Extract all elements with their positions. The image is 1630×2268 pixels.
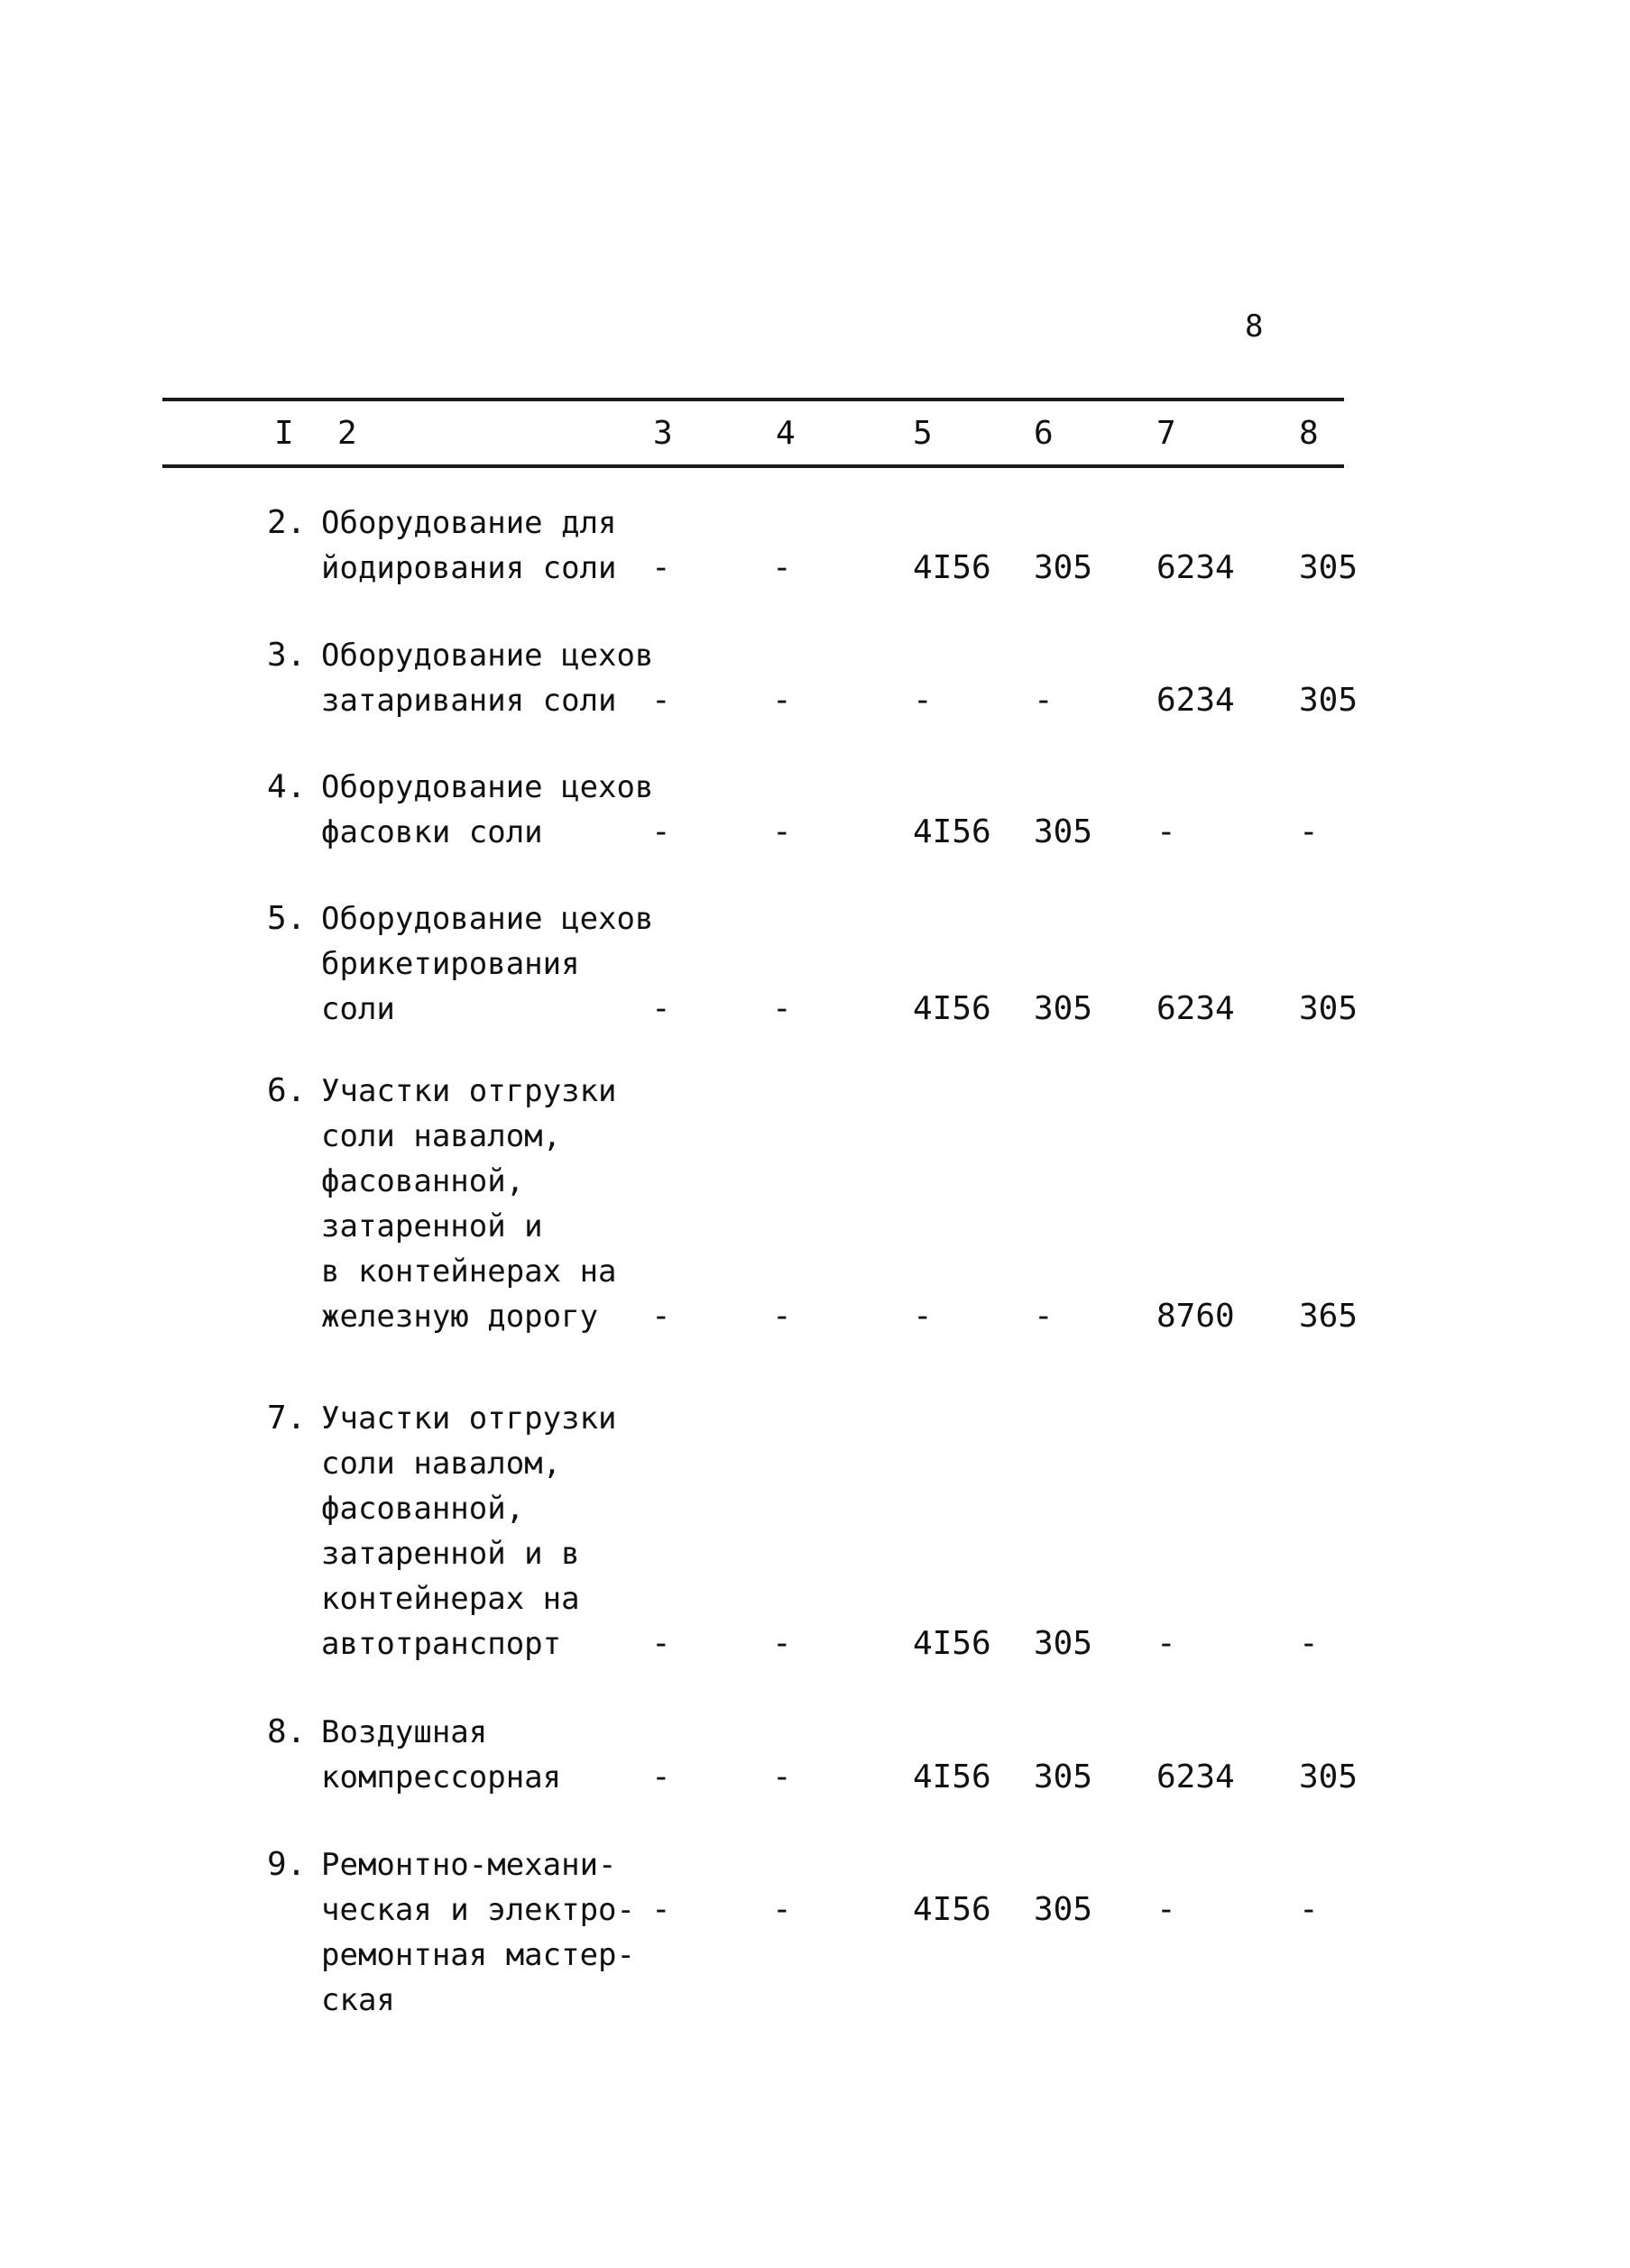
cell-c5: 4I56 bbox=[913, 1625, 991, 1662]
cell-c5: 4I56 bbox=[913, 1891, 991, 1928]
cell-c4: - bbox=[772, 813, 792, 850]
row-name: Участки отгрузки соли навалом, фасованной, затаренной и в контейнерах на автотранспорт bbox=[321, 1400, 617, 1662]
column-header-6: 6 bbox=[1034, 415, 1054, 452]
cell-c3: - bbox=[651, 549, 671, 586]
cell-c4: - bbox=[772, 1625, 792, 1662]
row-number: 3. bbox=[267, 637, 307, 674]
cell-c4: - bbox=[772, 990, 792, 1027]
column-header-8: 8 bbox=[1299, 415, 1319, 452]
cell-c4: - bbox=[772, 682, 792, 719]
row-name: Оборудование цехов фасовки соли bbox=[321, 769, 654, 850]
cell-c8: 365 bbox=[1299, 1298, 1358, 1335]
header-bottom-rule bbox=[162, 464, 1344, 468]
header-top-rule bbox=[162, 398, 1344, 401]
cell-c8: 305 bbox=[1299, 990, 1358, 1027]
cell-c8: - bbox=[1299, 813, 1319, 850]
cell-c3: - bbox=[651, 682, 671, 719]
cell-c5: - bbox=[913, 1298, 933, 1335]
cell-c6: 305 bbox=[1034, 990, 1093, 1027]
row-name: Участки отгрузки соли навалом, фасованной, затаренной и в контейнерах на железную дорогу bbox=[321, 1073, 617, 1335]
cell-c6: 305 bbox=[1034, 813, 1093, 850]
row-name: Ремонтно-механи- ческая и электро- ремонтная мастер- ская bbox=[321, 1847, 635, 2018]
cell-c3: - bbox=[651, 813, 671, 850]
column-header-2: 2 bbox=[337, 415, 357, 452]
row-name: Оборудование для йодирования соли bbox=[321, 505, 617, 586]
cell-c4: - bbox=[772, 1891, 792, 1928]
cell-c3: - bbox=[651, 1625, 671, 1662]
row-number: 8. bbox=[267, 1713, 307, 1750]
column-header-4: 4 bbox=[776, 415, 796, 452]
cell-c8: - bbox=[1299, 1891, 1319, 1928]
cell-c4: - bbox=[772, 1758, 792, 1795]
cell-c8: - bbox=[1299, 1625, 1319, 1662]
cell-c6: 305 bbox=[1034, 1891, 1093, 1928]
row-number: 9. bbox=[267, 1846, 307, 1883]
column-header-1: I bbox=[274, 415, 294, 452]
row-number: 4. bbox=[267, 768, 307, 805]
cell-c7: 6234 bbox=[1156, 549, 1235, 586]
column-header-3: 3 bbox=[653, 415, 673, 452]
cell-c6: 305 bbox=[1034, 549, 1093, 586]
cell-c3: - bbox=[651, 1758, 671, 1795]
row-number: 2. bbox=[267, 504, 307, 541]
cell-c7: - bbox=[1156, 1625, 1176, 1662]
cell-c5: 4I56 bbox=[913, 549, 991, 586]
cell-c6: - bbox=[1034, 1298, 1054, 1335]
cell-c5: 4I56 bbox=[913, 813, 991, 850]
row-number: 5. bbox=[267, 900, 307, 937]
cell-c7: - bbox=[1156, 813, 1176, 850]
cell-c8: 305 bbox=[1299, 1758, 1358, 1795]
cell-c8: 305 bbox=[1299, 682, 1358, 719]
cell-c5: 4I56 bbox=[913, 1758, 991, 1795]
cell-c3: - bbox=[651, 1298, 671, 1335]
cell-c7: 8760 bbox=[1156, 1298, 1235, 1335]
cell-c6: 305 bbox=[1034, 1758, 1093, 1795]
row-name: Оборудование цехов брикетирования соли bbox=[321, 901, 654, 1027]
cell-c6: - bbox=[1034, 682, 1054, 719]
cell-c4: - bbox=[772, 1298, 792, 1335]
cell-c7: 6234 bbox=[1156, 682, 1235, 719]
cell-c7: - bbox=[1156, 1891, 1176, 1928]
cell-c7: 6234 bbox=[1156, 1758, 1235, 1795]
cell-c8: 305 bbox=[1299, 549, 1358, 586]
row-name: Оборудование цехов затаривания соли bbox=[321, 638, 654, 719]
row-number: 6. bbox=[267, 1072, 307, 1109]
cell-c6: 305 bbox=[1034, 1625, 1093, 1662]
cell-c7: 6234 bbox=[1156, 990, 1235, 1027]
page-number: 8 bbox=[1245, 308, 1264, 344]
cell-c5: - bbox=[913, 682, 933, 719]
column-header-5: 5 bbox=[913, 415, 933, 452]
cell-c4: - bbox=[772, 549, 792, 586]
cell-c3: - bbox=[651, 990, 671, 1027]
row-number: 7. bbox=[267, 1400, 307, 1437]
cell-c3: - bbox=[651, 1891, 671, 1928]
cell-c5: 4I56 bbox=[913, 990, 991, 1027]
row-name: Воздушная компрессорная bbox=[321, 1714, 562, 1795]
column-header-7: 7 bbox=[1156, 415, 1176, 452]
